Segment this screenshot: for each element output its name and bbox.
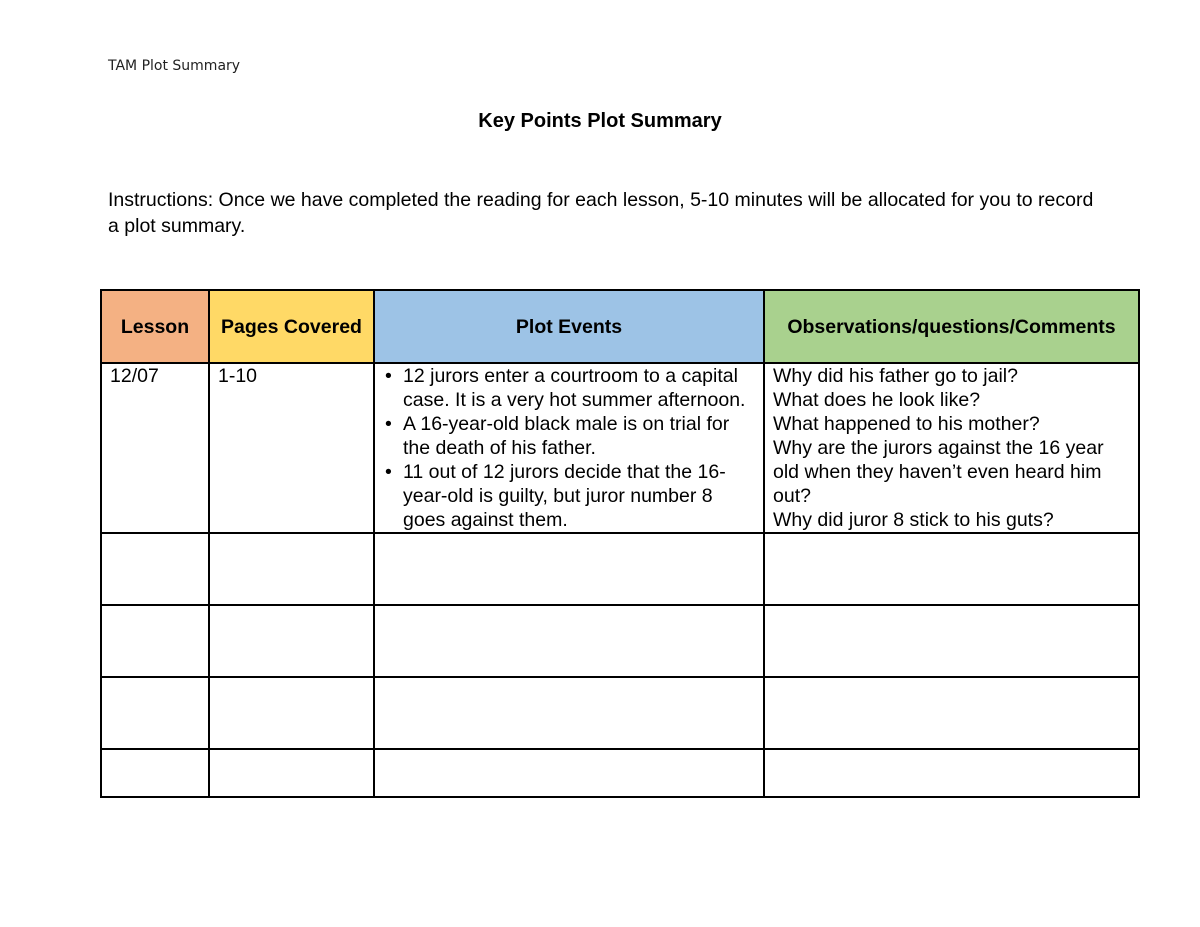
- empty-plot-events-cell[interactable]: [374, 533, 764, 605]
- pages-cell[interactable]: 1-10: [209, 363, 374, 533]
- empty-plot-events-cell[interactable]: [374, 605, 764, 677]
- plot-event-text: 12 jurors enter a courtroom to a capital case. It is a very hot summer afternoon.: [403, 365, 746, 411]
- instructions-text: Instructions: Once we have completed the reading for each lesson, 5-10 minutes will be allocated for you to record a plot summary.: [108, 189, 1094, 237]
- bullet-icon: •: [385, 365, 392, 387]
- empty-observations-cell[interactable]: [764, 749, 1139, 797]
- table-row: [101, 363, 1139, 533]
- observation-text: What happened to his mother?: [773, 413, 1040, 435]
- plot-event-item: [383, 364, 755, 412]
- observations-cell[interactable]: [764, 363, 1139, 533]
- empty-lesson-cell[interactable]: [101, 677, 209, 749]
- empty-plot-events-cell[interactable]: [374, 749, 764, 797]
- empty-observations-cell[interactable]: [764, 605, 1139, 677]
- bullet-icon: •: [385, 413, 392, 435]
- empty-observations-cell[interactable]: [764, 533, 1139, 605]
- observation-text: Why are the jurors against the 16 year old when they haven’t even heard him out?: [773, 437, 1104, 507]
- observation-text: Why did juror 8 stick to his guts?: [773, 509, 1054, 531]
- empty-pages-cell[interactable]: [209, 605, 374, 677]
- plot-event-text: 11 out of 12 jurors decide that the 16-year-old is guilty, but juror number 8 goes against them.: [403, 461, 726, 531]
- bullet-icon: •: [385, 461, 392, 483]
- empty-lesson-cell[interactable]: [101, 533, 209, 605]
- column-header-lesson: Lesson: [101, 290, 209, 363]
- empty-plot-events-cell[interactable]: [374, 677, 764, 749]
- plot-summary-table: [100, 289, 1140, 798]
- empty-lesson-cell[interactable]: [101, 749, 209, 797]
- document-title: Key Points Plot Summary: [478, 110, 722, 132]
- page-header: TAM Plot Summary: [108, 58, 241, 74]
- empty-lesson-cell[interactable]: [101, 605, 209, 677]
- observation-text: Why did his father go to jail?: [773, 365, 1018, 387]
- empty-table-row: [101, 605, 1139, 677]
- empty-pages-cell[interactable]: [209, 677, 374, 749]
- plot-events-cell[interactable]: [374, 363, 764, 533]
- column-header-observations: Observations/questions/Comments: [764, 290, 1139, 363]
- empty-table-row: [101, 749, 1139, 797]
- empty-pages-cell[interactable]: [209, 533, 374, 605]
- table-header-row: [101, 290, 1139, 363]
- empty-table-row: [101, 533, 1139, 605]
- empty-pages-cell[interactable]: [209, 749, 374, 797]
- lesson-cell[interactable]: 12/07: [101, 363, 209, 533]
- empty-table-row: [101, 677, 1139, 749]
- empty-observations-cell[interactable]: [764, 677, 1139, 749]
- column-header-plot-events: Plot Events: [374, 290, 764, 363]
- plot-events-list: [383, 364, 755, 532]
- plot-event-text: A 16-year-old black male is on trial for the death of his father.: [403, 413, 730, 459]
- column-header-pages-covered: Pages Covered: [209, 290, 374, 363]
- observation-text: What does he look like?: [773, 389, 981, 411]
- plot-event-item: [383, 460, 755, 532]
- plot-event-item: [383, 412, 755, 460]
